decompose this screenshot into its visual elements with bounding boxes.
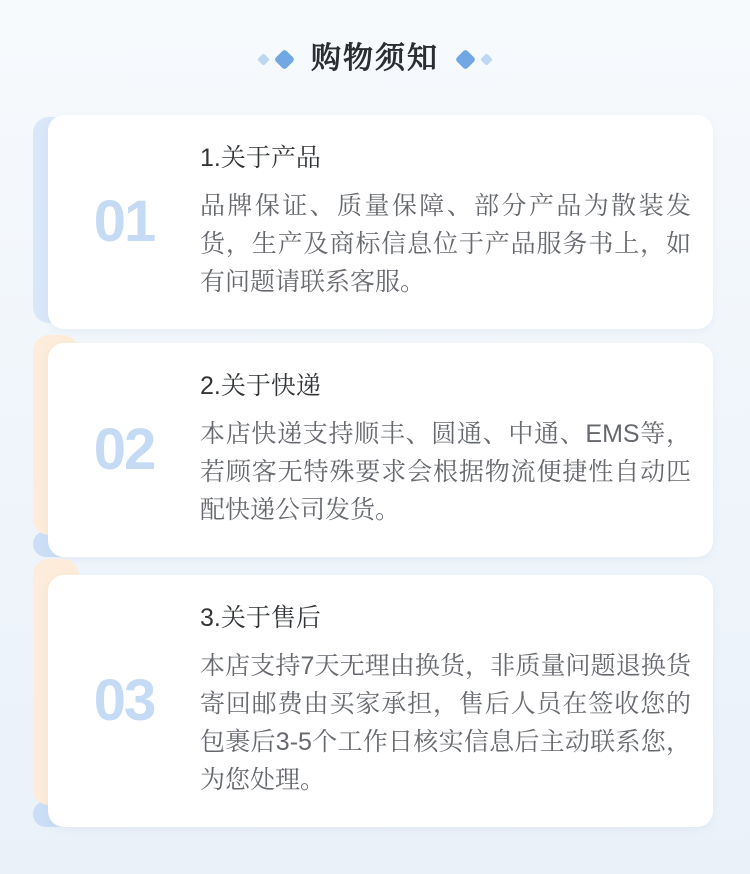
section-text-block <box>200 603 691 799</box>
number-column <box>48 371 200 529</box>
section-number: 02 <box>93 417 155 482</box>
notice-section-delivery <box>33 343 713 557</box>
section-text-block <box>200 143 691 301</box>
section-heading: 2.关于快递 <box>200 372 321 400</box>
section-number: 01 <box>93 189 155 254</box>
notice-card-product <box>48 115 713 329</box>
number-column <box>48 143 200 301</box>
notice-section-aftersales <box>33 575 713 827</box>
section-number: 03 <box>93 668 155 733</box>
page-header <box>0 0 750 115</box>
title-row <box>259 43 491 75</box>
section-body: 品牌保证、质量保障、部分产品为散装发货，生产及商标信息位于产品服务书上，如有问题请联系客服。 <box>200 192 691 296</box>
section-text-block <box>200 371 691 529</box>
diamond-icon <box>455 48 476 69</box>
notice-list <box>0 115 750 827</box>
section-heading: 3.关于售后 <box>200 604 321 632</box>
section-body: 本店支持7天无理由换货，非质量问题退换货寄回邮费由买家承担，售后人员在签收您的包裹后3-5个工作日核实信息后主动联系您，为您处理。 <box>200 652 691 794</box>
notice-card-delivery <box>48 343 713 557</box>
diamond-icon <box>274 48 295 69</box>
notice-card-aftersales <box>48 575 713 827</box>
diamond-icon <box>257 53 270 66</box>
diamond-icon <box>480 53 493 66</box>
section-body: 本店快递支持顺丰、圆通、中通、EMS等，若顾客无特殊要求会根据物流便捷性自动匹配快递公司发货。 <box>200 420 691 524</box>
page-title: 购物须知 <box>311 42 439 75</box>
notice-section-product <box>33 115 713 329</box>
number-column <box>48 603 200 799</box>
section-heading: 1.关于产品 <box>200 144 321 172</box>
